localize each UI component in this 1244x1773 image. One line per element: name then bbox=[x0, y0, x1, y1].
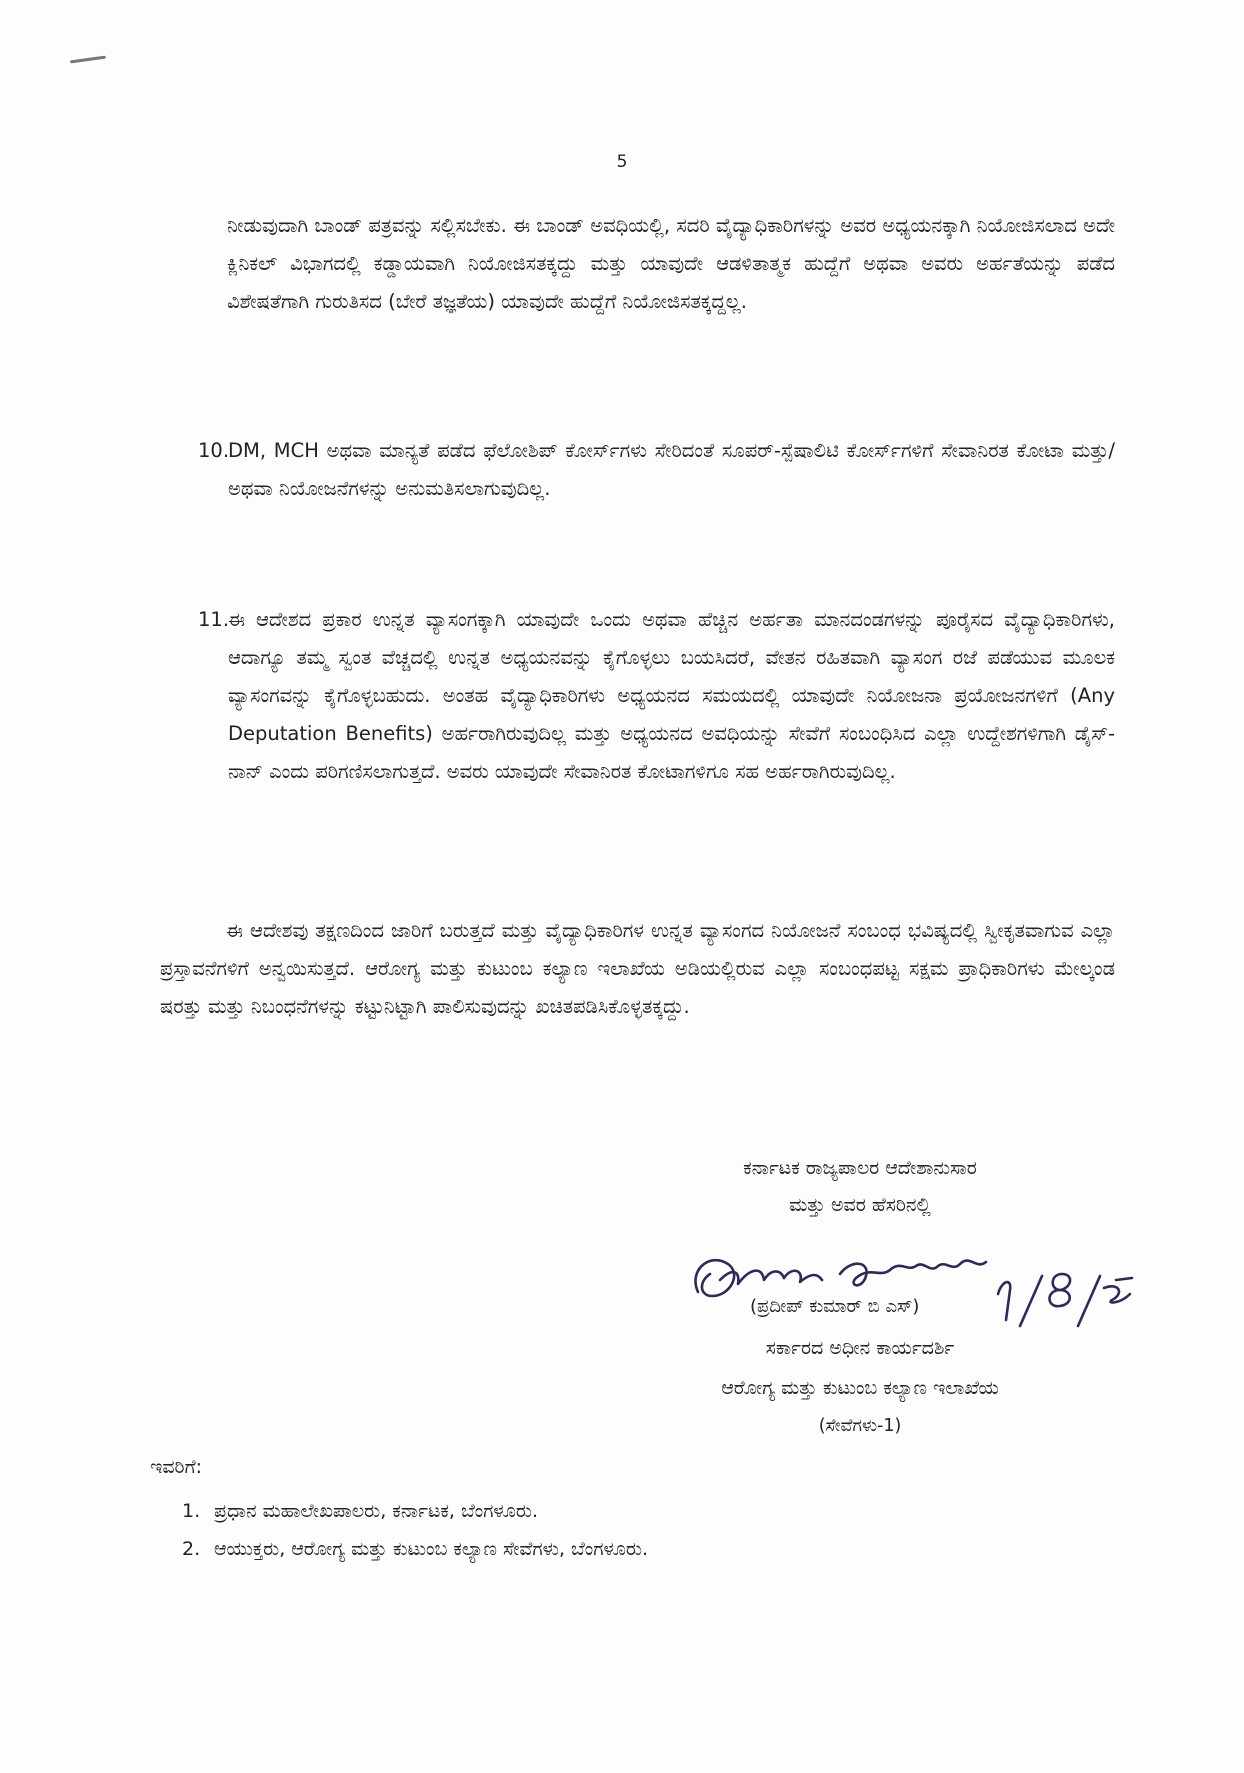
item-text: ಈ ಆದೇಶದ ಪ್ರಕಾರ ಉನ್ನತ ವ್ಯಾಸಂಗಕ್ಕಾಗಿ ಯಾವುದೇ ಒಂದು ಅಥವಾ ಹೆಚ್ಚಿನ ಅರ್ಹತಾ ಮಾನದಂಡಗಳನ್ನು ಪೂರೈಸದ ವೈದ್ಯಾಧಿಕಾರಿಗಳು, ಆದಾಗ್ಯೂ ತಮ್ಮ ಸ್ವಂತ ವೆಚ್ಚದಲ್ಲಿ ಉನ್ನತ ಅಧ್ಯಯನವನ್ನು ಕೈಗೊಳ್ಳಲು ಬಯಸಿದರೆ, ವೇತನ ರಹಿತವಾಗಿ ವ್ಯಾಸಂಗ ರಜೆ ಪಡೆಯುವ ಮೂಲಕ ವ್ಯಾಸಂಗವನ್ನು ಕೈಗೊಳ್ಳಬಹುದು. ಅಂತಹ ವೈದ್ಯಾಧಿಕಾರಿಗಳು ಅಧ್ಯಯನದ ಸಮಯದಲ್ಲಿ ಯಾವುದೇ ನಿಯೋಜನಾ ಪ್ರಯೋಜನಗಳಿಗೆ (Any Deputation Benefits) ಅರ್ಹರಾಗಿರುವುದಿಲ್ಲ ಮತ್ತು ಅಧ್ಯಯನದ ಅವಧಿಯನ್ನು ಸೇವೆಗೆ ಸಂಬಂಧಿಸಿದ ಎಲ್ಲಾ ಉದ್ದೇಶಗಳಿಗಾಗಿ ಡೈಸ್-ನಾನ್ ಎಂದು ಪರಿಗಣಿಸಲಾಗುತ್ತದೆ. ಅವರು ಯಾವುದೇ ಸೇವಾನಿರತ ಕೋಟಾಗಳಿಗೂ ಸಹ ಅರ್ಹರಾಗಿರುವುದಿಲ್ಲ. bbox=[228, 608, 1115, 783]
recipient-number: 2. bbox=[182, 1538, 201, 1560]
item-number: 11. bbox=[198, 608, 230, 631]
recipient-text: ಆಯುಕ್ತರು, ಆರೋಗ್ಯ ಮತ್ತು ಕುಟುಂಬ ಕಲ್ಯಾಣ ಸೇವೆಗಳು, ಬೆಂಗಳೂರು. bbox=[214, 1538, 649, 1560]
designation-line-1: ಸರ್ಕಾರದ ಅಧೀನ ಕಾರ್ಯದರ್ಶಿ bbox=[765, 1337, 955, 1359]
recipient-number: 1. bbox=[182, 1500, 201, 1522]
item-text: DM, MCH ಅಥವಾ ಮಾನ್ಯತೆ ಪಡೆದ ಫೆಲೋಶಿಪ್ ಕೋರ್ಸ್‌ಗಳು ಸೇರಿದಂತೆ ಸೂಪರ್-ಸ್ಪೆಷಾಲಿಟಿ ಕೋರ್ಸ್‌ಗಳಿಗೆ ಸೇವಾನಿರತ ಕೋಟಾ ಮತ್ತು/ ಅಥವಾ ನಿಯೋಜನೆಗಳನ್ನು ಅನುಮತಿಸಲಾಗುವುದಿಲ್ಲ. bbox=[228, 439, 1115, 500]
handwritten-signature bbox=[680, 1230, 1140, 1340]
signatory-name: (ಪ್ರದೀಪ್ ಕುಮಾರ್ ಬಿ ಎಸ್) bbox=[750, 1296, 920, 1317]
intro-paragraph: ನೀಡುವುದಾಗಿ ಬಾಂಡ್ ಪತ್ರವನ್ನು ಸಲ್ಲಿಸಬೇಕು. ಈ ಬಾಂಡ್ ಅವಧಿಯಲ್ಲಿ, ಸದರಿ ವೈದ್ಯಾಧಿಕಾರಿಗಳನ್ನು ಅವರ ಅಧ್ಯಯನಕ್ಕಾಗಿ ನಿಯೋಜಿಸಲಾದ ಅದೇ ಕ್ಲಿನಿಕಲ್ ವಿಭಾಗದಲ್ಲಿ ಕಡ್ಡಾಯವಾಗಿ ನಿಯೋಜಿಸತಕ್ಕದ್ದು ಮತ್ತು ಯಾವುದೇ ಆಡಳಿತಾತ್ಮಕ ಹುದ್ದೆಗೆ ಅಥವಾ ಅವರು ಅರ್ಹತೆಯನ್ನು ಪಡೆದ ವಿಶೇಷತೆಗಾಗಿ ಗುರುತಿಸದ (ಬೇರೆ ತಜ್ಞತೆಯ) ಯಾವುದೇ ಹುದ್ದೆಗೆ ನಿಯೋಜಿಸತಕ್ಕದ್ದಲ್ಲ. bbox=[227, 214, 1115, 313]
recipient-item bbox=[182, 1533, 1082, 1567]
list-item-10 bbox=[0, 432, 1244, 562]
recipient-item bbox=[182, 1495, 1082, 1529]
scan-mark bbox=[70, 56, 106, 64]
authority-line-2: ಮತ್ತು ಅವರ ಹೆಸರಿನಲ್ಲಿ bbox=[789, 1194, 931, 1216]
designation-line-2: ಆರೋಗ್ಯ ಮತ್ತು ಕುಟುಂಬ ಕಲ್ಯಾಣ ಇಲಾಖೆಯ bbox=[721, 1377, 999, 1399]
authority-line-1: ಕರ್ನಾಟಕ ರಾಜ್ಯಪಾಲರ ಆದೇಶಾನುಸಾರ bbox=[743, 1157, 977, 1179]
recipients-label: ಇವರಿಗೆ: bbox=[150, 1456, 203, 1478]
page-number: 5 bbox=[616, 152, 628, 172]
list-item-11 bbox=[0, 601, 1244, 891]
recipient-text: ಪ್ರಧಾನ ಮಹಾಲೇಖಪಾಲರು, ಕರ್ನಾಟಕ, ಬೆಂಗಳೂರು. bbox=[214, 1500, 538, 1522]
item-number: 10. bbox=[198, 439, 230, 462]
closing-paragraph: ಈ ಆದೇಶವು ತಕ್ಷಣದಿಂದ ಜಾರಿಗೆ ಬರುತ್ತದೆ ಮತ್ತು ವೈದ್ಯಾಧಿಕಾರಿಗಳ ಉನ್ನತ ವ್ಯಾಸಂಗದ ನಿಯೋಜನೆ ಸಂಬಂಧ ಭವಿಷ್ಯದಲ್ಲಿ ಸ್ವೀಕೃತವಾಗುವ ಎಲ್ಲಾ ಪ್ರಸ್ತಾವನೆಗಳಿಗೆ ಅನ್ವಯಿಸುತ್ತದೆ. ಆರೋಗ್ಯ ಮತ್ತು ಕುಟುಂಬ ಕಲ್ಯಾಣ ಇಲಾಖೆಯ ಅಡಿಯಲ್ಲಿರುವ ಎಲ್ಲಾ ಸಂಬಂಧಪಟ್ಟ ಸಕ್ಷಮ ಪ್ರಾಧಿಕಾರಿಗಳು ಮೇಲ್ಕಂಡ ಷರತ್ತು ಮತ್ತು ನಿಬಂಧನೆಗಳನ್ನು ಕಟ್ಟುನಿಟ್ಟಾಗಿ ಪಾಲಿಸುವುದನ್ನು ಖಚಿತಪಡಿಸಿಕೊಳ್ಳತಕ್ಕದ್ದು. bbox=[160, 919, 1115, 1018]
designation-line-3: (ಸೇವೆಗಳು-1) bbox=[818, 1416, 902, 1436]
